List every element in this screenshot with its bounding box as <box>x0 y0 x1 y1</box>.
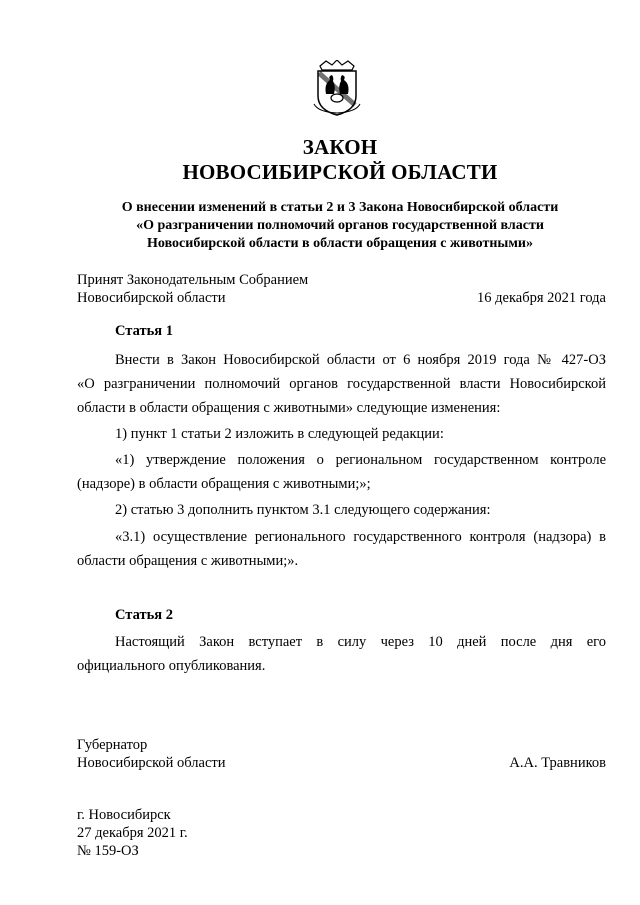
law-subject-line: Новосибирской области в области обращения с животными» <box>147 236 533 251</box>
amendment-item: 1) пункт 1 статьи 2 изложить в следующей редакции: <box>115 426 444 442</box>
law-region-title: НОВОСИБИРСКОЙ ОБЛАСТИ <box>182 160 498 184</box>
signing-city: г. Новосибирск <box>77 807 171 823</box>
article-1-paragraph: «О разграничении полномочий органов государственной власти Новосибирской <box>77 376 606 392</box>
article-1-paragraph: области в области обращения с животными» следующие изменения: <box>77 400 501 416</box>
law-subject-line: О внесении изменений в статьи 2 и 3 Закона Новосибирской области <box>121 200 559 215</box>
novosibirsk-coat-of-arms-icon <box>312 60 362 116</box>
signatory-position: Губернатор <box>77 737 148 753</box>
article-2-paragraph: официального опубликования. <box>77 658 266 674</box>
signing-date: 27 декабря 2021 г. <box>77 825 188 841</box>
amendment-quote: области обращения с животными;». <box>77 553 299 569</box>
signatory-position: Новосибирской области <box>77 755 226 771</box>
adopted-by: Новосибирской области <box>77 290 226 306</box>
article-2-paragraph: Настоящий Закон вступает в силу через 10 дней после дня его <box>115 634 606 650</box>
law-subject-line: «О разграничении полномочий органов государственной власти <box>136 218 544 233</box>
article-1-paragraph: Внести в Закон Новосибирской области от 6 ноября 2019 года № 427-ОЗ <box>115 352 606 368</box>
article-1-heading: Статья 1 <box>115 323 173 339</box>
amendment-quote: (надзоре) в области обращения с животными;»; <box>77 476 371 492</box>
law-title: ЗАКОН <box>302 135 378 159</box>
amendment-item: 2) статью 3 дополнить пунктом 3.1 следующего содержания: <box>115 502 491 518</box>
adopted-by: Принят Законодательным Собранием <box>77 272 309 288</box>
article-2-heading: Статья 2 <box>115 607 173 623</box>
amendment-quote: «1) утверждение положения о региональном государственном контроле <box>115 452 606 468</box>
adopted-date: 16 декабря 2021 года <box>477 290 606 306</box>
signatory-name: А.А. Травников <box>509 755 606 771</box>
law-number: № 159-ОЗ <box>77 843 139 859</box>
amendment-quote: «3.1) осуществление регионального государственного контроля (надзора) в <box>115 529 606 545</box>
